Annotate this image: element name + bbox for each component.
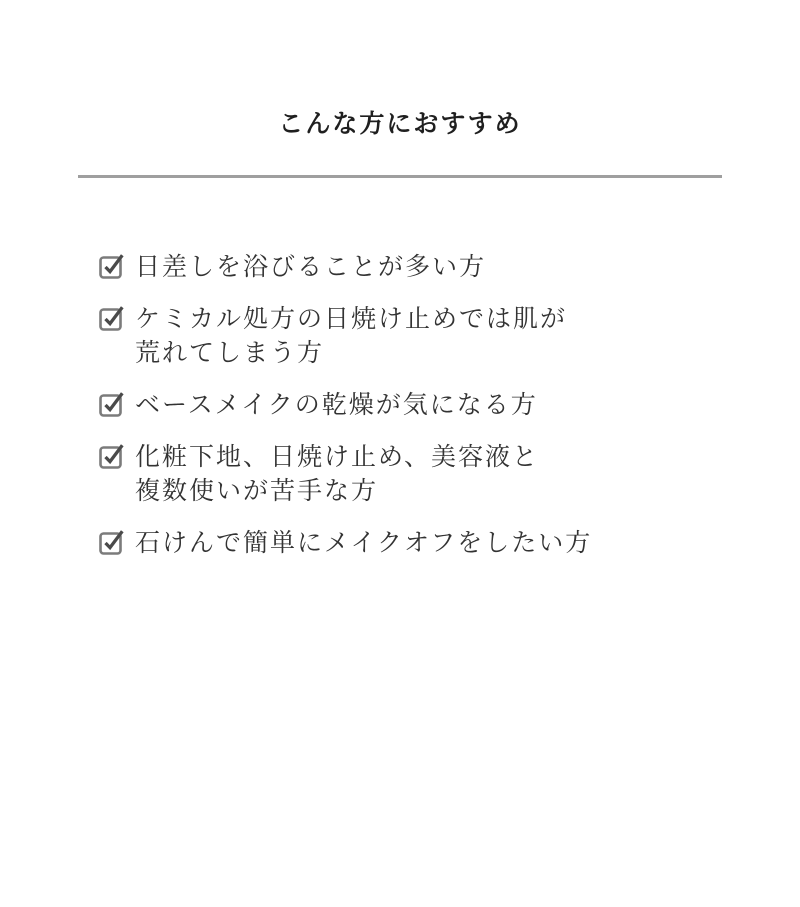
list-item-line: 石けんで簡単にメイクオフをしたい方 bbox=[135, 529, 593, 557]
list-item-line: 日差しを浴びることが多い方 bbox=[135, 253, 487, 281]
checked-checkbox-icon bbox=[99, 253, 125, 279]
list-item-text bbox=[135, 302, 567, 370]
list-item bbox=[99, 526, 740, 560]
list-item-text bbox=[135, 526, 592, 560]
section-title: こんな方におすすめ bbox=[278, 110, 522, 138]
divider bbox=[78, 175, 722, 178]
list-item-text bbox=[135, 440, 539, 508]
recommended-for-list bbox=[0, 250, 800, 560]
list-item-line: ベースメイクの乾燥が気になる方 bbox=[135, 391, 538, 419]
list-item-text bbox=[135, 388, 538, 422]
checked-checkbox-icon bbox=[99, 529, 125, 555]
list-item-line: 荒れてしまう方 bbox=[135, 339, 325, 367]
list-item-line: ケミカル処方の日焼け止めでは肌が bbox=[135, 305, 568, 333]
list-item-line: 複数使いが苦手な方 bbox=[135, 477, 379, 505]
list-item bbox=[99, 440, 740, 508]
list-item-line: 化粧下地、日焼け止め、美容液と bbox=[135, 443, 540, 471]
list-item bbox=[99, 388, 740, 422]
list-item bbox=[99, 302, 740, 370]
checked-checkbox-icon bbox=[99, 391, 125, 417]
list-item-text bbox=[135, 250, 486, 284]
list-item bbox=[99, 250, 740, 284]
product-recommendation-section bbox=[0, 107, 800, 907]
checked-checkbox-icon bbox=[99, 443, 125, 469]
checked-checkbox-icon bbox=[99, 305, 125, 331]
